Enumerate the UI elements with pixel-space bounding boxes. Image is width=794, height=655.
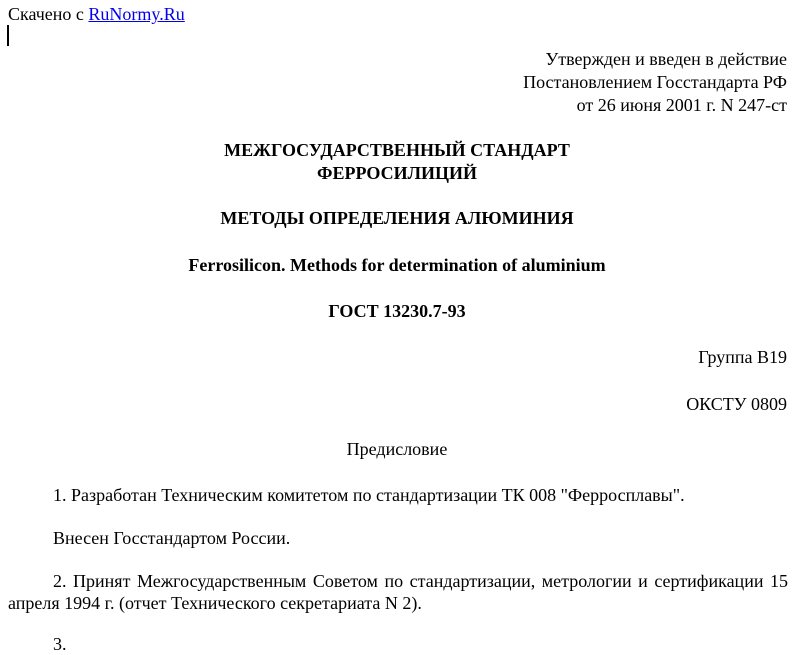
approval-block bbox=[523, 48, 787, 117]
site-link[interactable]: RuNormy.Ru bbox=[88, 4, 185, 24]
methods-title: МЕТОДЫ ОПРЕДЕЛЕНИЯ АЛЮМИНИЯ bbox=[220, 208, 574, 228]
okstu-label: ОКСТУ 0809 bbox=[686, 394, 787, 414]
preface-item-1: 1. Разработан Техническим комитетом по стандартизации ТК 008 "Ферросплавы". bbox=[53, 485, 685, 505]
title-block bbox=[0, 139, 794, 185]
preface-heading: Предисловие bbox=[346, 439, 448, 459]
approval-line-1: Утвержден и введен в действие bbox=[545, 49, 787, 69]
preface-item-3-fragment: 3. bbox=[53, 634, 67, 654]
group-label: Группа В19 bbox=[698, 347, 787, 367]
preface-item-2: 2. Принят Межгосударственным Советом по стандартизации, метрологии и сертификации 15 апреля 1994 г. (отчет Технического секретариата N 2). bbox=[8, 571, 788, 613]
gost-number: ГОСТ 13230.7-93 bbox=[328, 301, 466, 321]
download-source-line bbox=[8, 3, 185, 25]
download-prefix: Скачено с bbox=[8, 4, 84, 24]
english-title: Ferrosilicon. Methods for determination of aluminium bbox=[188, 255, 606, 275]
product-title: ФЕРРОСИЛИЦИЙ bbox=[317, 163, 477, 183]
approval-line-3: от 26 июня 2001 г. N 247-ст bbox=[576, 95, 787, 115]
text-cursor bbox=[7, 25, 9, 46]
approval-line-2: Постановлением Госстандарта РФ bbox=[523, 72, 787, 92]
standard-type-title: МЕЖГОСУДАРСТВЕННЫЙ СТАНДАРТ bbox=[224, 140, 570, 160]
preface-introduced: Внесен Госстандартом России. bbox=[53, 528, 291, 548]
